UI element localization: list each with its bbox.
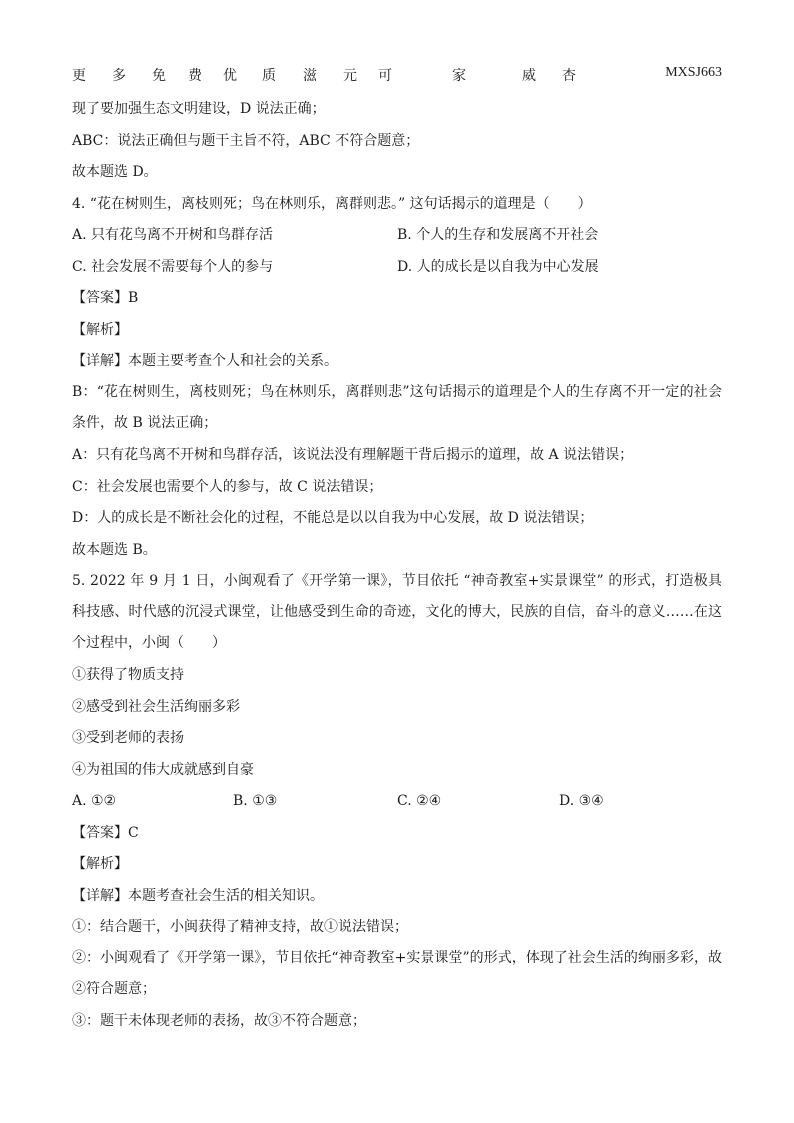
detail-text: 【详解】本题主要考查个人和社会的关系。 [72, 353, 338, 369]
statement-4: ④为祖国的伟大成就感到自豪 [72, 761, 254, 778]
statement-1: ①获得了物质支持 [72, 667, 184, 684]
header-code: MXSJ663 [665, 65, 722, 80]
option-c: C. 社会发展不需要每个人的参与 [72, 258, 274, 275]
option-c: C. ②④ [397, 793, 442, 810]
text-line: 现了要加强生态文明建设，D 说法正确； [72, 101, 326, 117]
question-4-stem: 4. “花在树则生，离枝则死；鸟在林则乐，离群则悲。” 这句话揭示的道理是（ ） [72, 195, 592, 212]
header-char: 可 [378, 68, 392, 84]
header-char: 免 [152, 68, 166, 84]
answer-label: 【答案】C [72, 824, 139, 841]
explanation-paragraph: B：“花在树则生，离枝则死；鸟在林则乐，离群则悲”这句话揭示的道理是个人的生存离不开一定的社会条件，故 B 说法正确； [72, 383, 722, 432]
explanation-line: C：社会发展也需要个人的参与，故 C 说法错误； [72, 478, 383, 495]
option-b: B. 个人的生存和发展离不开社会 [397, 227, 599, 243]
statement-3: ③受到老师的表扬 [72, 730, 184, 747]
explanation-line: D：人的成长是不断社会化的过程，不能总是以以自我为中心发展，故 D 说法错误； [72, 510, 594, 527]
question-5-options [72, 791, 722, 811]
option-a: A. ①② [72, 793, 117, 810]
header-char: 杏 [562, 68, 576, 84]
analysis-label: 【解析】 [72, 856, 128, 873]
page-header [72, 65, 722, 87]
option-a: A. 只有花鸟离不开树和鸟群存活 [72, 227, 274, 243]
explanation-paragraph: ②：小闽观看了《开学第一课》，节目依托“神奇教室+实景课堂”的形式，体现了社会生活的绚丽多彩，故②符合题意； [72, 950, 722, 998]
header-char: 威 [522, 68, 536, 84]
header-char: 质 [262, 68, 276, 84]
explanation-line: ③：题干未体现老师的表扬，故③不符合题意； [72, 1013, 366, 1030]
text-line: ABC：说法正确但与题干主旨不符，ABC 不符合题意； [72, 132, 420, 149]
header-char: 元 [343, 68, 357, 84]
header-char: 更 [72, 68, 86, 84]
question-4-options-row-1 [72, 225, 722, 245]
text-line: 故本题选 D。 [72, 164, 158, 180]
header-char: 家 [452, 68, 466, 84]
header-char: 多 [112, 68, 126, 84]
question-4-options-row-2 [72, 257, 722, 277]
detail-text: 【详解】本题考查社会生活的相关知识。 [72, 887, 324, 904]
answer-label: 【答案】B [72, 290, 139, 306]
statement-2: ②感受到社会生活绚丽多彩 [72, 698, 240, 715]
header-char: 优 [223, 68, 237, 84]
document-body [72, 99, 722, 1043]
option-d: D. 人的成长是以自我为中心发展 [397, 258, 599, 275]
header-char: 费 [188, 68, 202, 84]
question-5-stem: 5. 2022 年 9 月 1 日，小闽观看了《开学第一课》，节目依托 “神奇教室+实景课堂” 的形式，打造极具科技感、时代感的沉浸式课堂，让他感受到生命的奇迹，文化的博大，民族的自信，奋斗的意义……在这个过程中，小闽（ ） [72, 572, 722, 652]
explanation-line: A：只有花鸟离不开树和鸟群存活，该说法没有理解题干背后揭示的道理，故 A 说法错误； [72, 447, 634, 464]
explanation-line: ①：结合题干，小闽获得了精神支持，故①说法错误； [72, 919, 408, 936]
conclusion-line: 故本题选 B。 [72, 541, 157, 558]
header-char: 滋 [303, 68, 317, 84]
option-b: B. ①③ [233, 793, 278, 810]
analysis-label: 【解析】 [72, 321, 128, 338]
option-d: D. ③④ [559, 793, 604, 810]
